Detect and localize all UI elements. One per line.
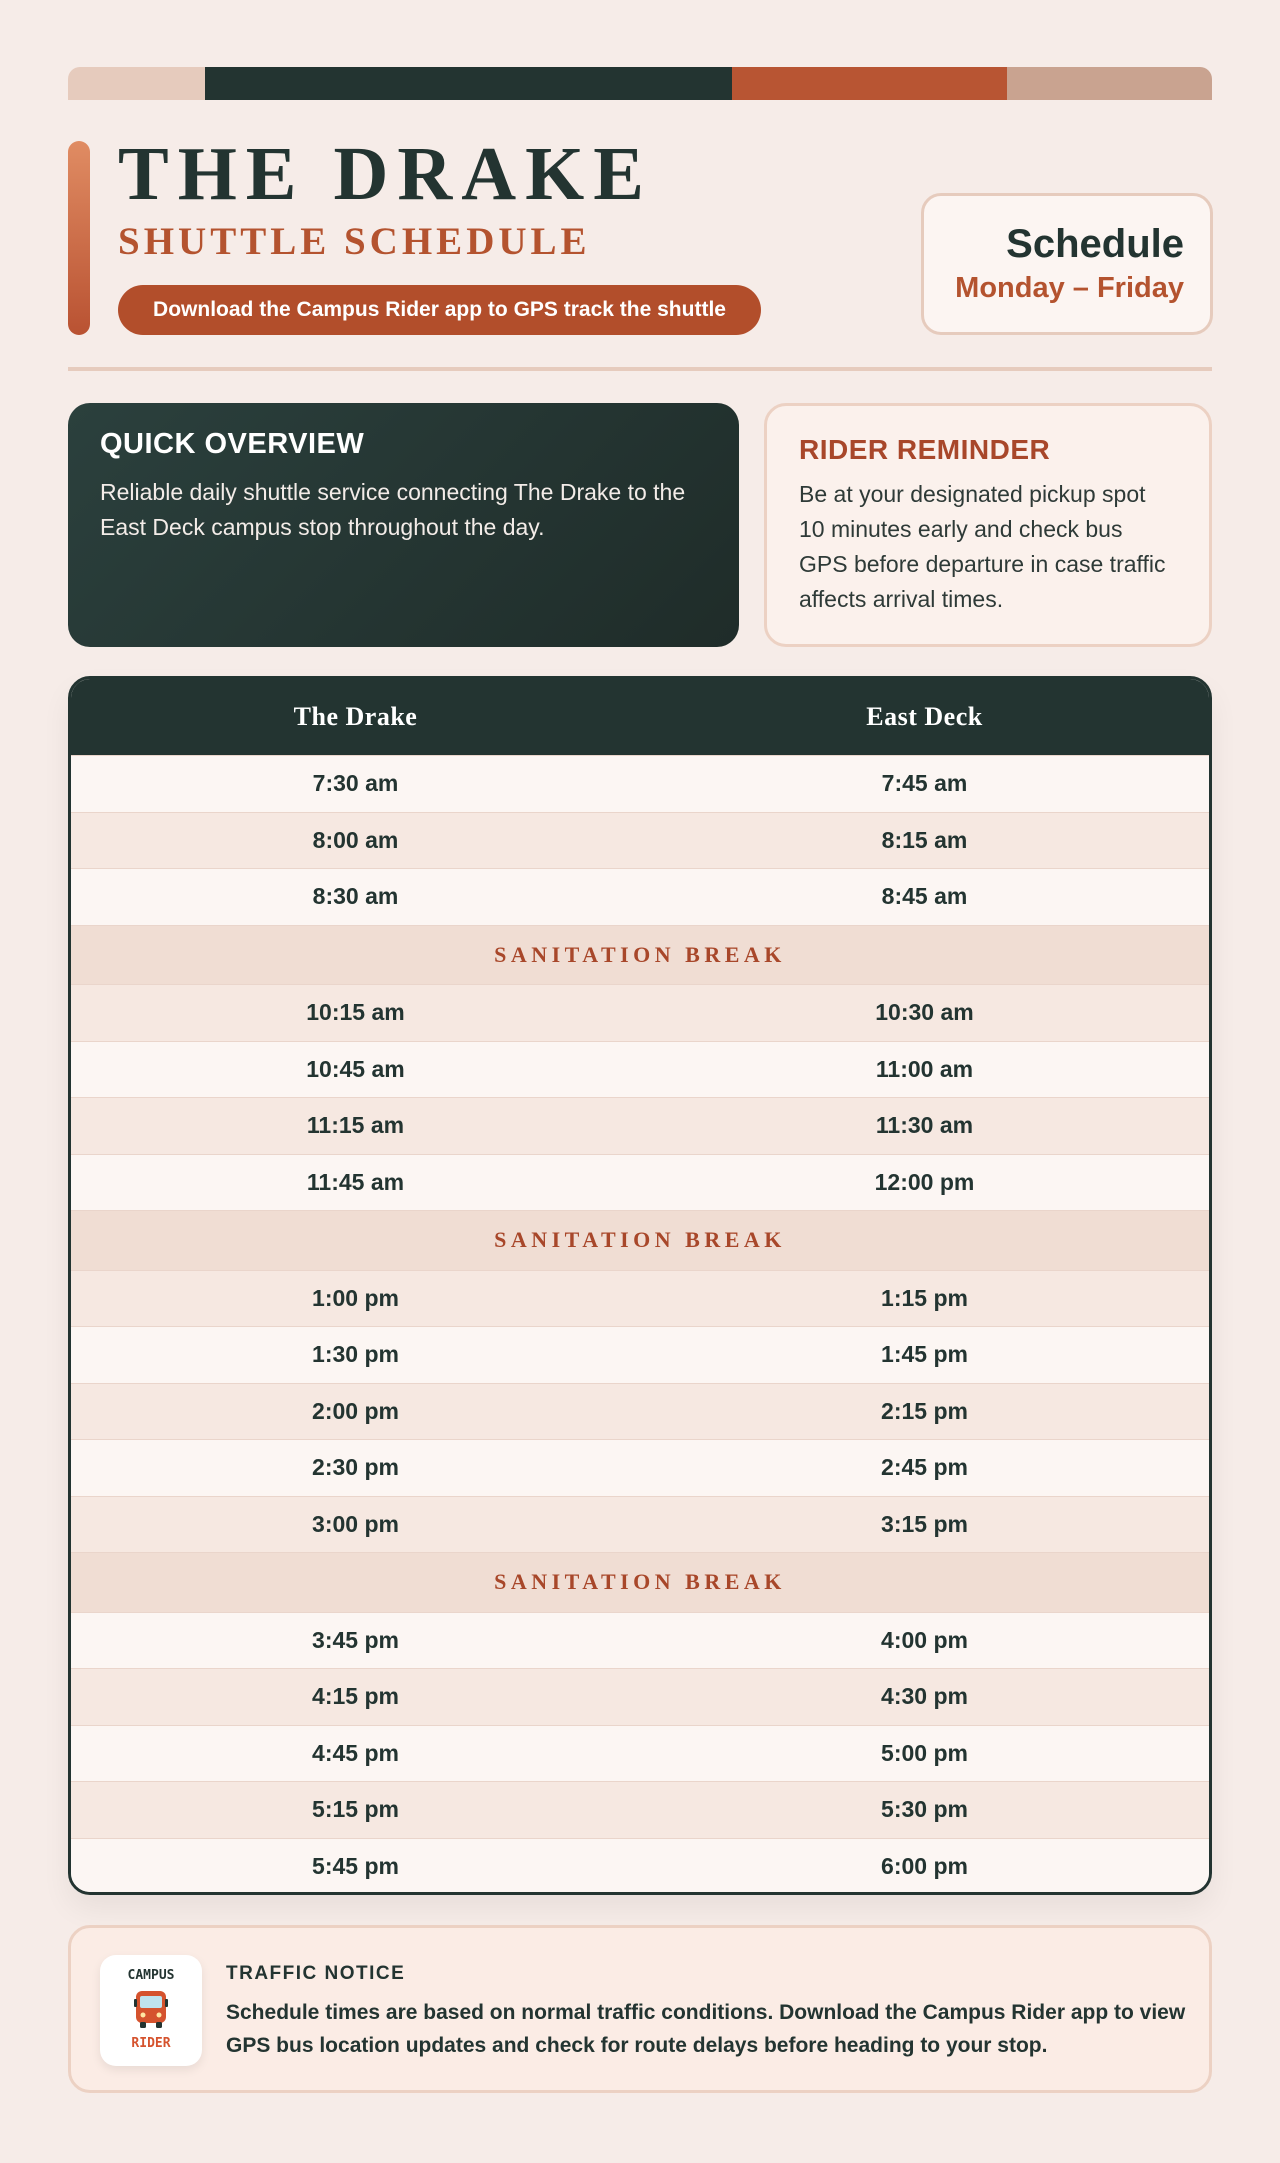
page-title: THE DRAKE	[118, 132, 653, 216]
page-subtitle: SHUTTLE SCHEDULE	[118, 220, 591, 263]
table-row	[71, 984, 1209, 1041]
header-divider	[68, 367, 1212, 371]
time-cell-drake: 11:45 am	[306, 1168, 405, 1195]
reminder-heading: RIDER REMINDER	[799, 434, 1051, 465]
color-segment	[1007, 67, 1212, 100]
time-cell-drake: 4:45 pm	[312, 1739, 399, 1766]
time-cell-drake: 10:45 am	[306, 1055, 405, 1082]
quick-overview-card	[68, 403, 739, 647]
time-cell-drake: 2:30 pm	[312, 1454, 399, 1481]
table-row	[71, 1725, 1209, 1782]
table-row	[71, 1097, 1209, 1154]
time-cell-drake: 11:15 am	[306, 1112, 405, 1139]
time-cell-east-deck: 3:15 pm	[881, 1510, 968, 1537]
table-row	[71, 812, 1209, 869]
table-row	[71, 1781, 1209, 1838]
time-cell-drake: 4:15 pm	[312, 1683, 399, 1710]
time-cell-east-deck: 8:45 am	[881, 883, 968, 910]
sanitation-break-row: SANITATION BREAK	[71, 1210, 1209, 1270]
traffic-notice-card	[68, 1925, 1212, 2093]
time-cell-east-deck: 5:00 pm	[881, 1739, 968, 1766]
schedule-days-card	[921, 193, 1213, 335]
sanitation-break-row: SANITATION BREAK	[71, 1552, 1209, 1612]
top-color-bar	[68, 67, 1212, 100]
overview-body: Reliable daily shuttle service connecting The Drake to the East Deck campus stop throughout the day.	[100, 479, 686, 540]
color-segment	[205, 67, 732, 100]
app-download-banner[interactable]: Download the Campus Rider app to GPS track the shuttle	[118, 285, 761, 335]
time-cell-east-deck: 6:00 pm	[881, 1852, 968, 1879]
time-cell-east-deck: 2:45 pm	[881, 1454, 968, 1481]
time-cell-drake: 7:30 am	[312, 770, 399, 797]
notice-body: Schedule times are based on normal traffic conditions. Download the Campus Rider app to view GPS bus location updates and check for route delays before heading to your stop.	[226, 2001, 1186, 2057]
table-row	[71, 1668, 1209, 1725]
time-cell-drake: 8:00 am	[312, 826, 399, 853]
color-segment	[68, 67, 205, 100]
color-segment	[732, 67, 1007, 100]
time-cell-east-deck: 4:30 pm	[881, 1683, 968, 1710]
table-row	[71, 1838, 1209, 1895]
table-row	[71, 1154, 1209, 1211]
time-cell-drake: 5:15 pm	[312, 1796, 399, 1823]
time-cell-east-deck: 1:45 pm	[881, 1341, 968, 1368]
time-cell-drake: 3:45 pm	[312, 1626, 399, 1653]
time-cell-drake: 2:00 pm	[312, 1397, 399, 1424]
table-row	[71, 868, 1209, 925]
time-cell-drake: 3:00 pm	[312, 1510, 399, 1537]
time-cell-east-deck: 8:15 am	[881, 826, 968, 853]
schedule-label: Schedule	[1006, 222, 1184, 266]
schedule-days: Monday – Friday	[955, 272, 1184, 304]
rider-reminder-card	[764, 403, 1212, 647]
time-cell-east-deck: 2:15 pm	[881, 1397, 968, 1424]
title-accent-bar	[68, 141, 90, 335]
reminder-body: Be at your designated pickup spot 10 minutes early and check bus GPS before departure in case traffic affects arrival times.	[799, 481, 1166, 612]
logo-text-top: CAMPUS	[127, 1968, 175, 1983]
sanitation-break-row: SANITATION BREAK	[71, 925, 1209, 985]
table-header	[71, 679, 1209, 755]
column-header-the-drake: The Drake	[293, 702, 418, 731]
table-row	[71, 1326, 1209, 1383]
notice-label: TRAFFIC NOTICE	[226, 1963, 406, 1984]
time-cell-east-deck: 7:45 am	[881, 770, 968, 797]
time-cell-east-deck: 11:00 am	[875, 1055, 974, 1082]
time-cell-east-deck: 10:30 am	[875, 999, 974, 1026]
overview-heading: QUICK OVERVIEW	[100, 428, 365, 460]
table-row	[71, 1496, 1209, 1553]
table-body	[71, 755, 1209, 1894]
table-row	[71, 1383, 1209, 1440]
time-cell-drake: 10:15 am	[306, 999, 405, 1026]
time-cell-drake: 1:30 pm	[312, 1341, 399, 1368]
time-cell-east-deck: 12:00 pm	[874, 1168, 975, 1195]
table-row	[71, 1270, 1209, 1327]
time-cell-east-deck: 11:30 am	[875, 1112, 974, 1139]
table-row	[71, 755, 1209, 812]
bus-icon	[132, 1989, 170, 2029]
time-cell-east-deck: 4:00 pm	[881, 1626, 968, 1653]
time-cell-drake: 8:30 am	[312, 883, 399, 910]
campus-rider-logo[interactable]	[100, 1955, 202, 2066]
schedule-table	[68, 676, 1212, 1895]
logo-text-bottom: RIDER	[131, 2036, 171, 2051]
table-row	[71, 1041, 1209, 1098]
time-cell-east-deck: 5:30 pm	[881, 1796, 968, 1823]
time-cell-drake: 5:45 pm	[312, 1852, 399, 1879]
column-header-east-deck: East Deck	[866, 702, 983, 731]
time-cell-drake: 1:00 pm	[312, 1284, 399, 1311]
table-row	[71, 1612, 1209, 1669]
table-row	[71, 1439, 1209, 1496]
time-cell-east-deck: 1:15 pm	[881, 1284, 968, 1311]
